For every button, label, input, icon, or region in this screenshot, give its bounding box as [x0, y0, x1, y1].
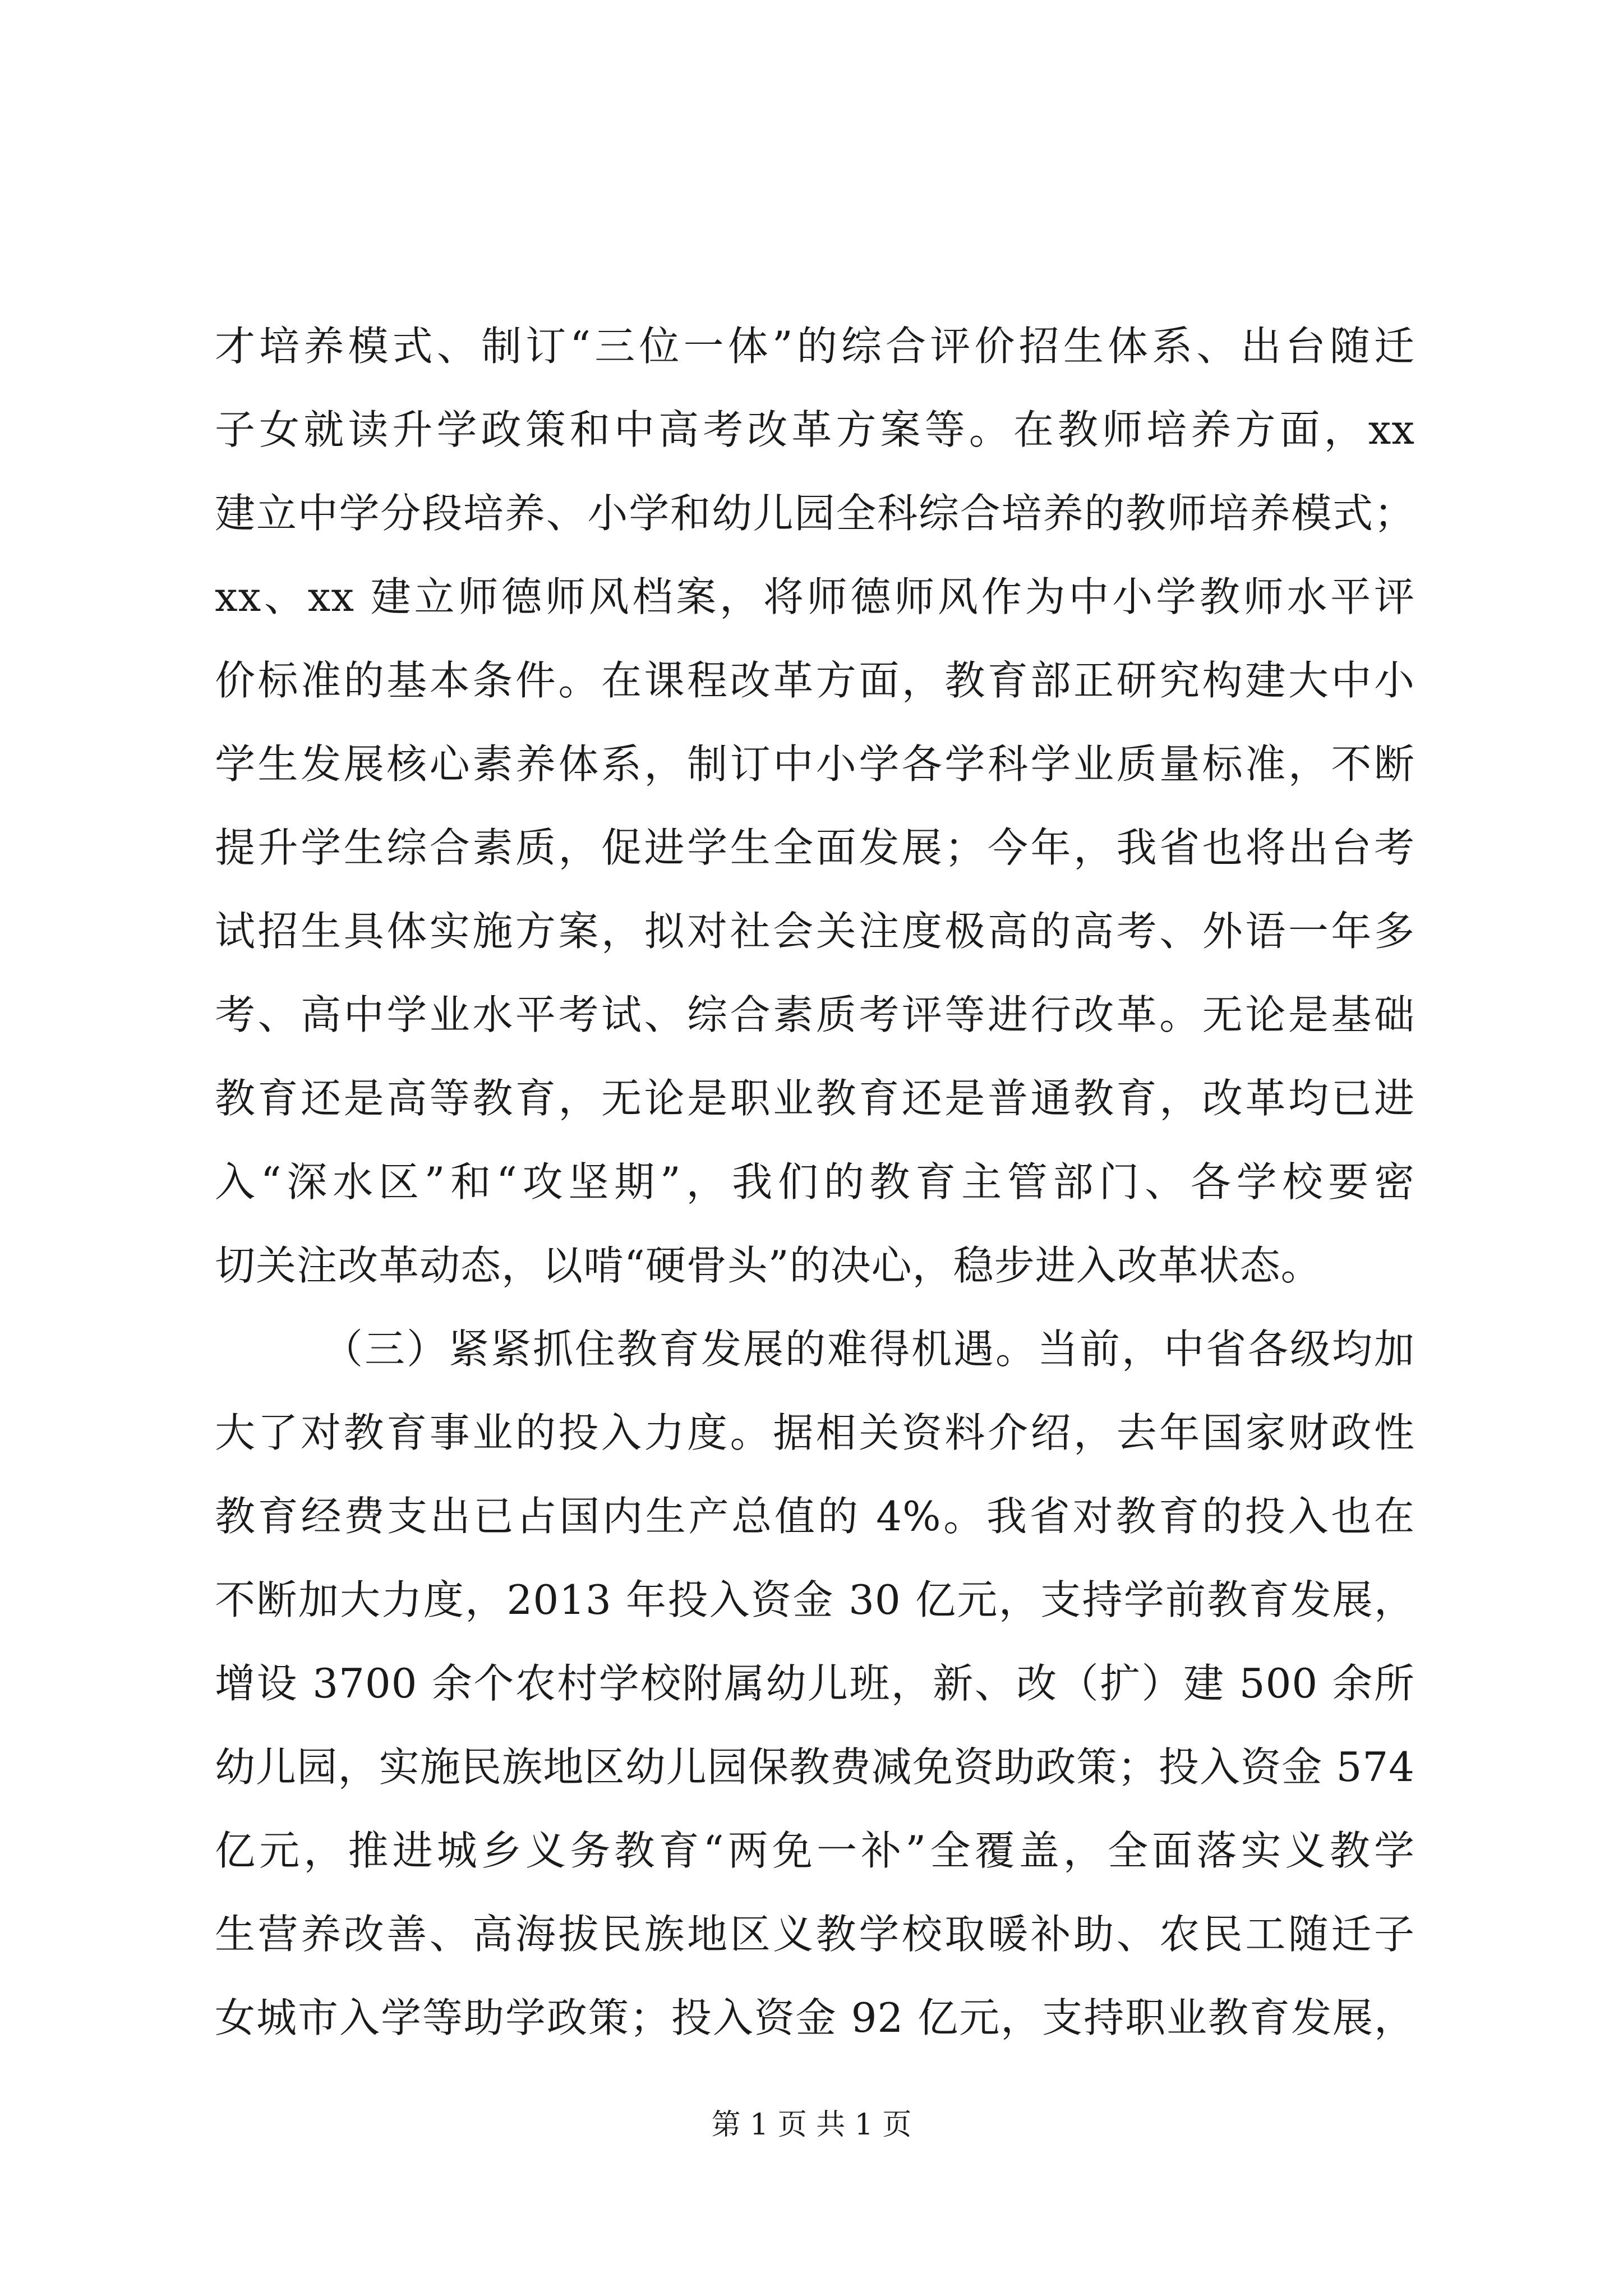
section-heading-line: （三）紧紧抓住教育发展的难得机遇。当前，中省各级均加: [322, 1326, 1415, 1373]
text-line: 教育经费支出已占国内生产总值的 4%。我省对教育的投入也在: [215, 1493, 1415, 1540]
body-text: [215, 305, 1415, 2060]
text-line: 入“深水区”和“攻坚期”，我们的教育主管部门、各学校要密: [215, 1158, 1415, 1205]
text-line: xx、xx 建立师德师风档案，将师德师风作为中小学教师水平评: [215, 573, 1415, 620]
text-line: 价标准的基本条件。在课程改革方面，教育部正研究构建大中小: [215, 657, 1415, 704]
text-line: 提升学生综合素质，促进学生全面发展；今年，我省也将出台考: [215, 824, 1415, 871]
text-line: 建立中学分段培养、小学和幼儿园全科综合培养的教师培养模式；: [215, 490, 1415, 537]
text-line: 试招生具体实施方案，拟对社会关注度极高的高考、外语一年多: [215, 908, 1415, 955]
text-line: 增设 3700 余个农村学校附属幼儿班，新、改（扩）建 500 余所: [215, 1660, 1415, 1707]
text-line: 子女就读升学政策和中高考改革方案等。在教师培养方面，xx: [215, 406, 1415, 453]
text-line: 考、高中学业水平考试、综合素质考评等进行改革。无论是基础: [215, 991, 1415, 1038]
text-line: 大了对教育事业的投入力度。据相关资料介绍，去年国家财政性: [215, 1409, 1415, 1456]
text-line: 教育还是高等教育，无论是职业教育还是普通教育，改革均已进: [215, 1075, 1415, 1122]
text-line: 学生发展核心素养体系，制订中小学各学科学业质量标准，不断: [215, 740, 1415, 788]
text-line: 不断加大力度，2013 年投入资金 30 亿元，支持学前教育发展，: [215, 1576, 1415, 1623]
text-line: 才培养模式、制订“三位一体”的综合评价招生体系、出台随迁: [215, 323, 1415, 370]
text-line: 女城市入学等助学政策；投入资金 92 亿元，支持职业教育发展，: [215, 1994, 1415, 2041]
page-footer: 第 1 页 共 1 页: [711, 2108, 912, 2142]
text-line: 生营养改善、高海拔民族地区义教学校取暖补助、农民工随迁子: [215, 1911, 1415, 1958]
text-line: 亿元，推进城乡义务教育“两免一补”全覆盖，全面落实义教学: [215, 1827, 1415, 1874]
text-line: 切关注改革动态，以啃“硬骨头”的决心，稳步进入改革状态。: [215, 1242, 1322, 1289]
text-line: 幼儿园，实施民族地区幼儿园保教费减免资助政策；投入资金 574: [215, 1743, 1415, 1791]
